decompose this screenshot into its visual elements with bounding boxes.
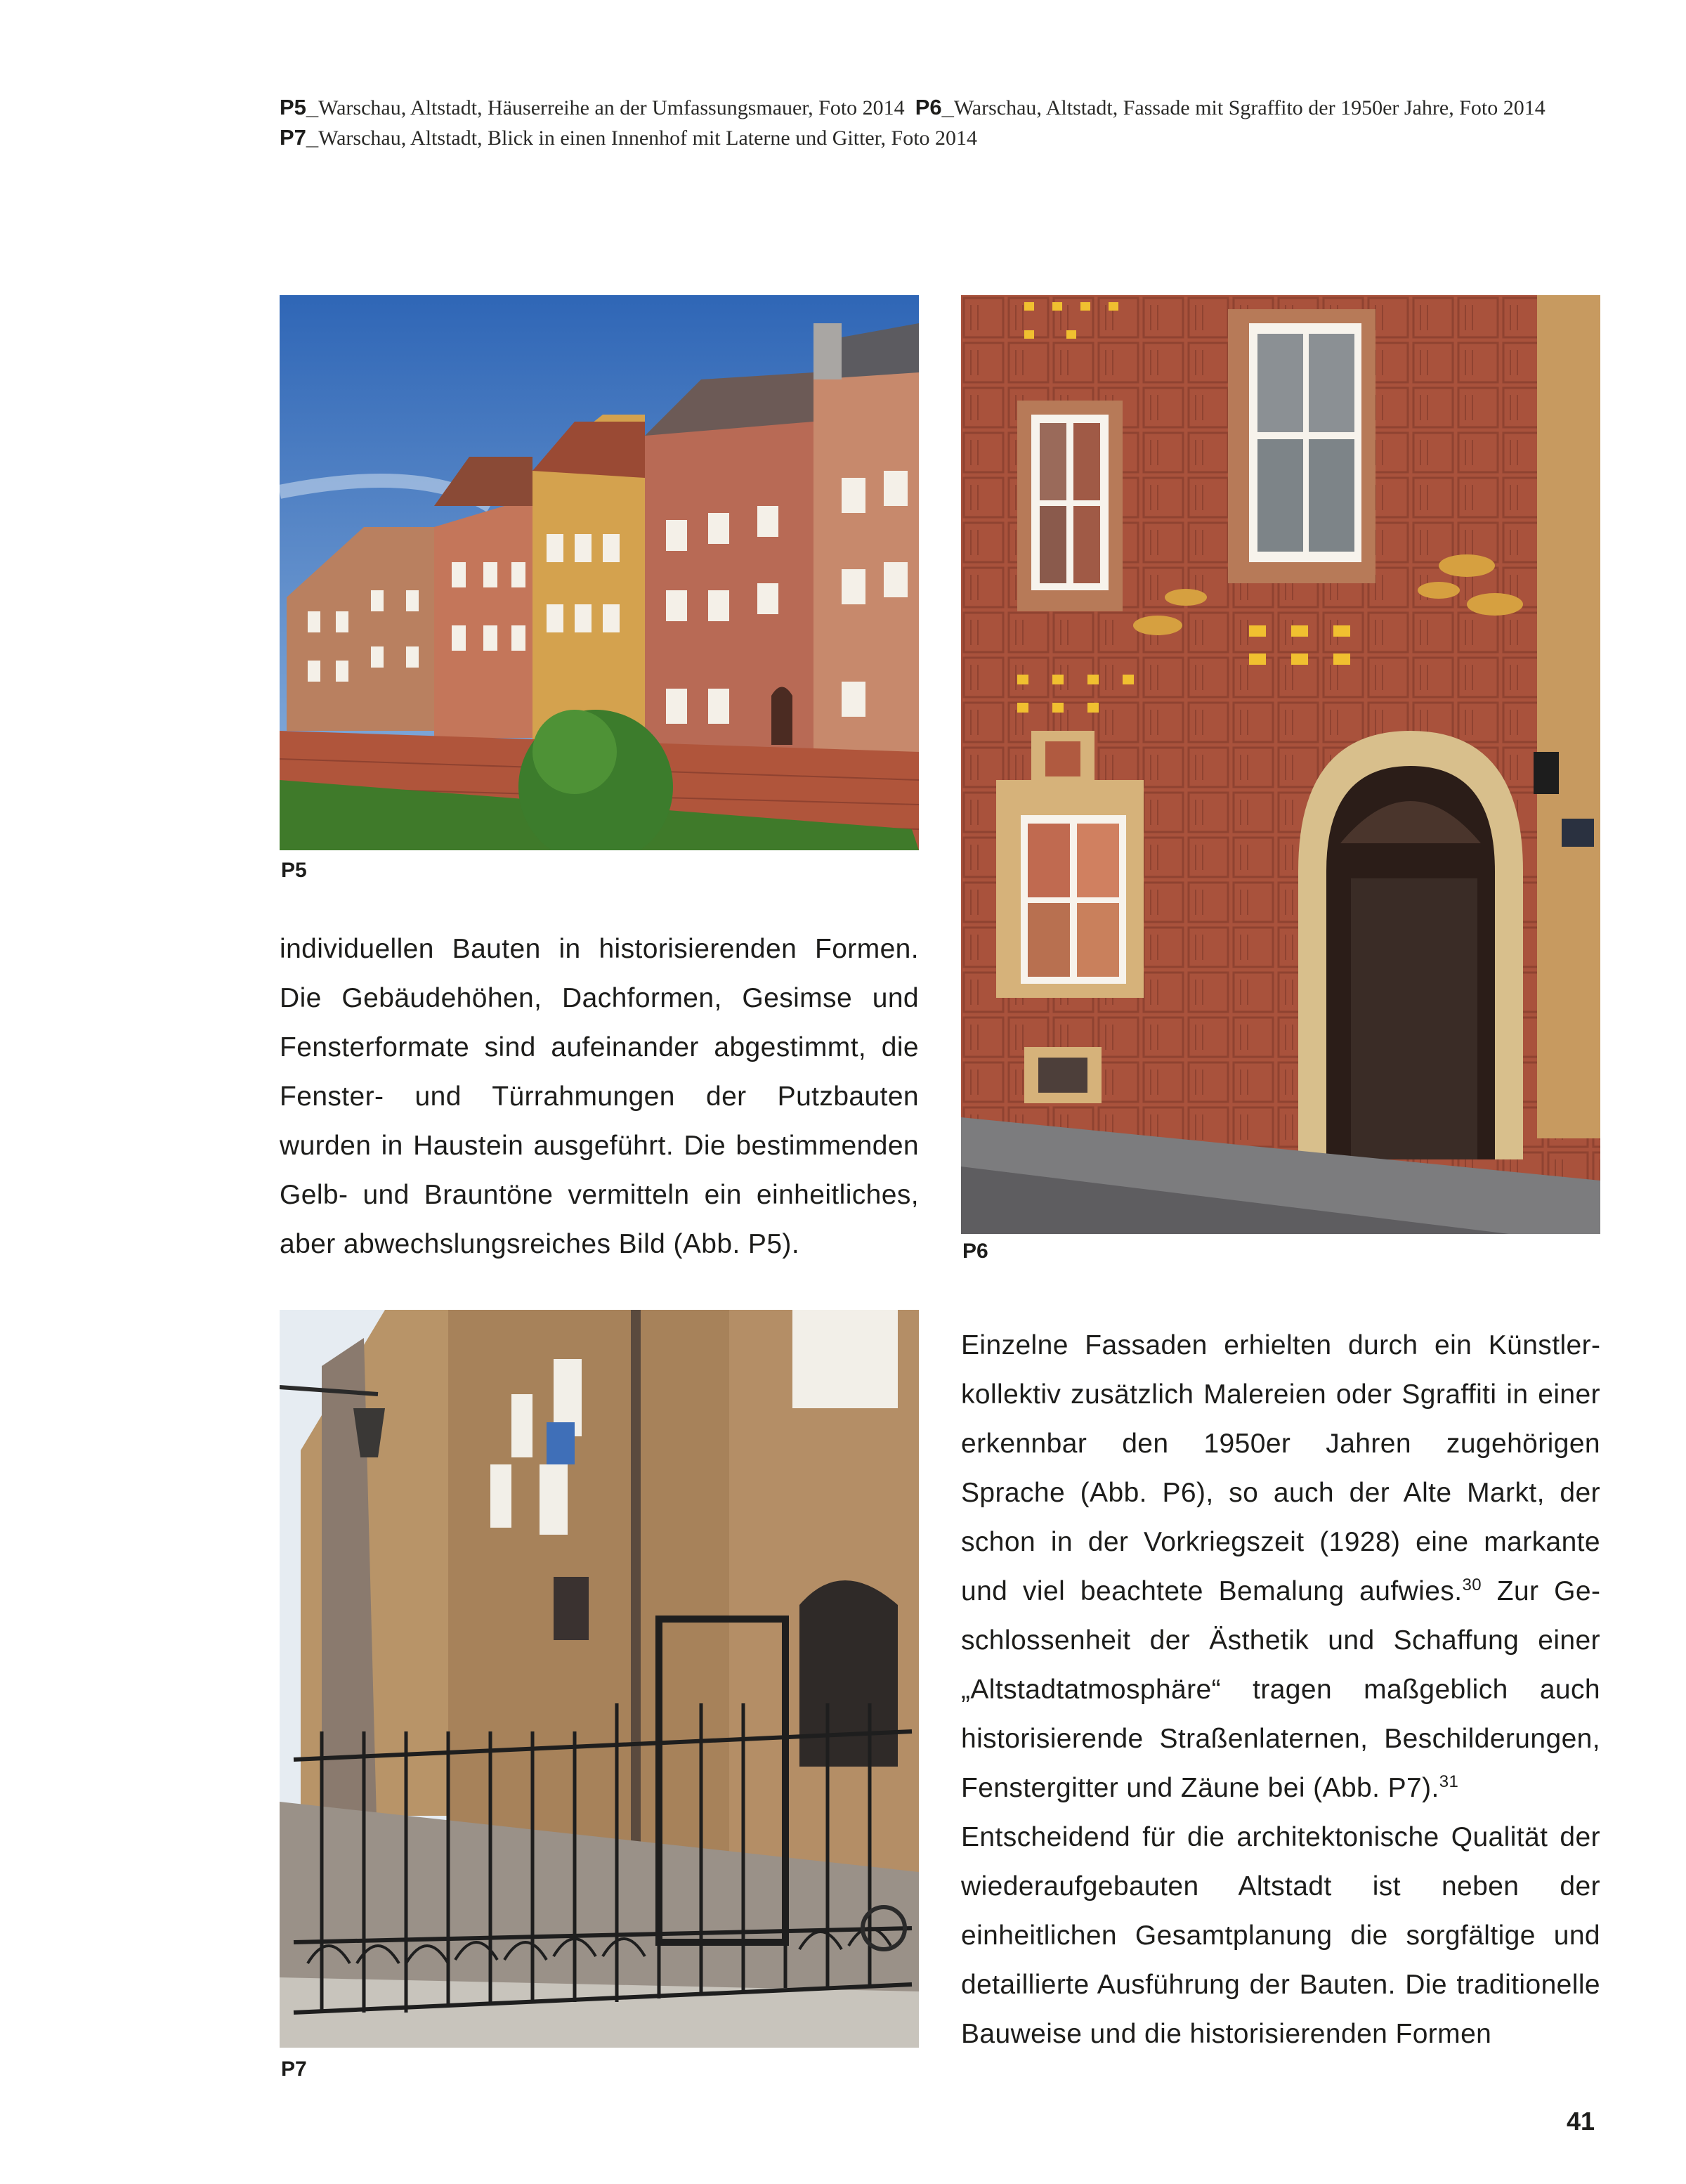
figure-label-p7: P7 (281, 2058, 307, 2081)
right-paragraph-1-part-a: Einzelne Fassaden erhielten durch ein Künstlerkollektiv zusätzlich Malereien oder Sgraffiti in einer erkennbar den 1950er Jahren zugehörigen Sprache (Abb. P6), so auch der Alte Markt, der schon in der Vorkriegszeit (1928) eine markante und viel beachtete Bemalung aufwies. (961, 1330, 1600, 1606)
photo-p5-illustration (280, 295, 919, 850)
caption-text-p6: Warschau, Altstadt, Fassade mit Sgraffito der 1950er Jahre, Foto 2014 (953, 96, 1546, 119)
caption-text-p7: Warschau, Altstadt, Blick in einen Innenhof mit Laterne und Gitter, Foto 2014 (318, 126, 978, 150)
left-column-text (280, 925, 919, 1269)
caption-tag-p6: P6_ (915, 95, 954, 119)
caption-tag-p7: P7_ (280, 125, 319, 150)
footnote-ref-30[interactable]: 30 (1462, 1575, 1482, 1594)
right-paragraph-1 (961, 1321, 1600, 1813)
figure-label-p6: P6 (962, 1240, 988, 1263)
right-paragraph-1-part-b: Zur Geschlossenheit der Ästhetik und Schaffung einer „Altstadtatmosphäre“ tragen maßgeblich auch historisierende Straßenlaternen, Beschilderungen, Fenstergitter und Zäune bei (Abb. P7). (961, 1576, 1601, 1803)
right-paragraph-2: Entscheidend für die architektonische Qualität der wiederaufgebauten Altstadt ist neben der einheitlichen Gesamtplanung die sorgfältige und detaillierte Ausführung der Bauten. Die traditionelle Bauweise und die historisierenden Formen (961, 1822, 1600, 2049)
right-column-text (961, 1321, 1600, 2059)
figure-captions (280, 93, 1600, 153)
caption-tag-p5: P5_ (280, 95, 319, 119)
left-paragraph: individuellen Bauten in historisierenden Formen. Die Gebäudehöhen, Dachformen, Gesimse und Fensterformate sind aufeinander abgestimmt, die Fenster- und Türrahmungen der Putzbauten wurden in Haustein ausgeführt. Die bestimmenden Gelb- und Brauntöne vermitteln ein einheitliches, aber abwechslungsreiches Bild (Abb. P5). (280, 934, 919, 1259)
photo-p7-illustration (280, 1310, 919, 2048)
photo-p7 (280, 1310, 919, 2048)
caption-text-p5: Warschau, Altstadt, Häuserreihe an der Umfassungsmauer, Foto 2014 (318, 96, 905, 119)
page-number: 41 (1566, 2107, 1595, 2136)
photo-p5 (280, 295, 919, 850)
photo-p6 (961, 295, 1600, 1234)
footnote-ref-31[interactable]: 31 (1439, 1772, 1459, 1791)
figure-label-p5: P5 (281, 859, 307, 882)
photo-p6-illustration (961, 295, 1600, 1234)
